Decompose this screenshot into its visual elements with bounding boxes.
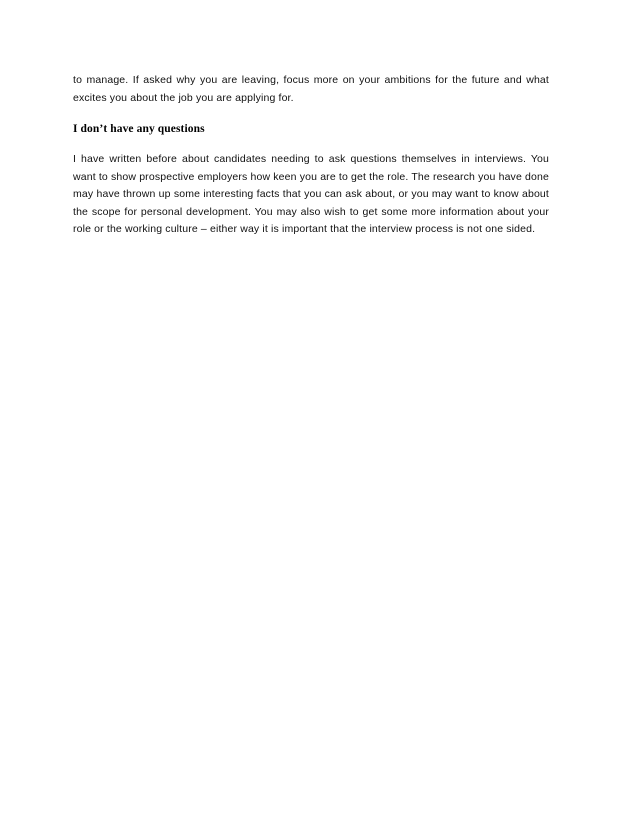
paragraph-intro-continued: to manage. If asked why you are leaving, focus more on your ambitions for the future and what excites you about the job you are applying for. — [73, 74, 549, 104]
document-body — [73, 72, 549, 239]
paragraph-no-questions-body: I have written before about candidates needing to ask questions themselves in interviews. You want to show prospective employers how keen you are to get the role. The research you have done may have thrown up some interesting facts that you can ask about, or you may want to know about the scope for personal development. You may also wish to get some more information about your role or the working culture – either way it is important that the interview process is not one sided. — [73, 153, 549, 235]
heading-no-questions: I don’t have any questions — [73, 123, 205, 135]
